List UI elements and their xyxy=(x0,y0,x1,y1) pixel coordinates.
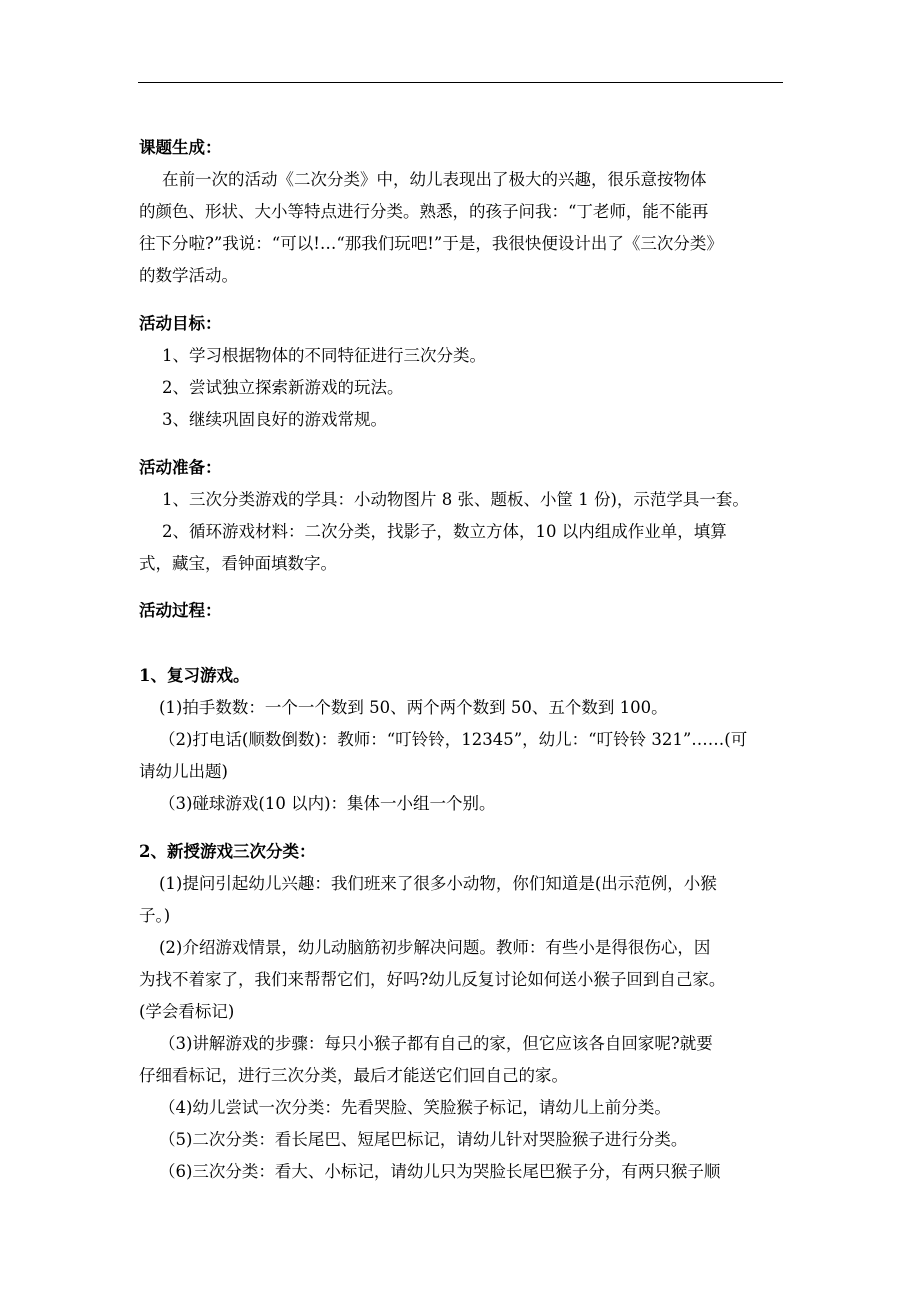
header-rule xyxy=(138,82,783,83)
section-heading-goals: 活动目标： xyxy=(139,314,222,333)
list-item: （5)二次分类：看长尾巴、短尾巴标记，请幼儿针对哭脸猴子进行分类。 xyxy=(159,1130,688,1149)
list-item-continuation: 为找不着家了，我们来帮帮它们，好吗?幼儿反复讨论如何送小猴子回到自己家。 xyxy=(139,970,726,989)
subsection-heading-review: 1、复习游戏。 xyxy=(139,666,250,685)
list-item: 2、尝试独立探索新游戏的玩法。 xyxy=(162,378,404,397)
list-item-continuation: 子。) xyxy=(139,906,171,925)
paragraph-line: 的颜色、形状、大小等特点进行分类。熟悉，的孩子问我：“丁老师，能不能再 xyxy=(139,202,709,221)
section-heading-process: 活动过程： xyxy=(139,601,222,620)
list-item: (1)拍手数数：一个一个数到 50、两个两个数到 50、五个数到 100。 xyxy=(159,698,668,717)
section-heading-preparation: 活动准备： xyxy=(139,458,222,477)
list-item-continuation: 仔细看标记，进行三次分类，最后才能送它们回自己的家。 xyxy=(139,1066,568,1085)
list-item: 1、学习根据物体的不同特征进行三次分类。 xyxy=(162,346,486,365)
list-item-continuation: 式，藏宝，看钟面填数字。 xyxy=(139,554,337,573)
list-item-continuation: 请幼儿出题) xyxy=(139,762,228,781)
list-item: （3)讲解游戏的步骤：每只小猴子都有自己的家，但它应该各自回家呢?就要 xyxy=(159,1034,713,1053)
list-item: (1)提问引起幼儿兴趣：我们班来了很多小动物，你们知道是(出示范例，小猴 xyxy=(159,874,717,893)
list-item: （6)三次分类：看大、小标记，请幼儿只为哭脸长尾巴猴子分，有两只猴子顺 xyxy=(159,1162,721,1181)
paragraph-line: 往下分啦?”我说：“可以!…“那我们玩吧!”于是，我很快便设计出了《三次分类》 xyxy=(139,234,723,253)
list-item: (2)介绍游戏情景，幼儿动脑筋初步解决问题。教师：有些小是得很伤心，因 xyxy=(159,938,711,957)
list-item: 3、继续巩固良好的游戏常规。 xyxy=(162,410,387,429)
paragraph-line: 的数学活动。 xyxy=(139,266,238,285)
list-item: （2)打电话(顺数倒数)：教师：“叮铃铃，12345”，幼儿：“叮铃铃 321”……(可 xyxy=(159,730,748,749)
list-item: （3)碰球游戏(10 以内)：集体一小组一个别。 xyxy=(159,794,496,813)
list-item: 2、循环游戏材料：二次分类，找影子，数立方体，10 以内组成作业单，填算 xyxy=(162,522,727,541)
list-item: 1、三次分类游戏的学具：小动物图片 8 张、题板、小筐 1 份)，示范学具一套。 xyxy=(162,490,749,509)
subsection-heading-new-game: 2、新授游戏三次分类： xyxy=(139,842,316,861)
section-heading-topic: 课题生成： xyxy=(139,138,222,157)
list-item-continuation: (学会看标记) xyxy=(139,1002,235,1021)
paragraph-line: 在前一次的活动《二次分类》中，幼儿表现出了极大的兴趣，很乐意按物体 xyxy=(162,170,707,189)
list-item: （4)幼儿尝试一次分类：先看哭脸、笑脸猴子标记，请幼儿上前分类。 xyxy=(159,1098,671,1117)
